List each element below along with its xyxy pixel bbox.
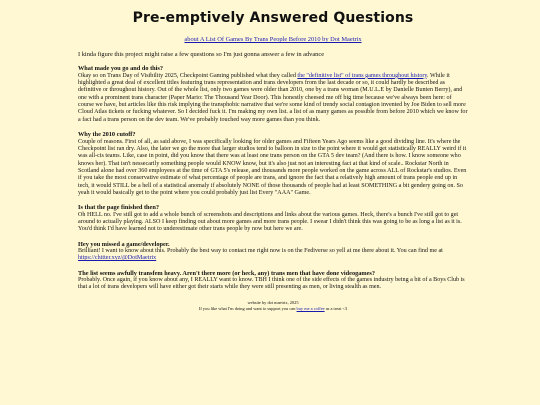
answer-text: Oh HELL no. I've still got to add a whole bunch of screenshots and descriptions and links about the various games. Heck, there's a bunch I've still got to get around to actually playing. ALSO I keep finding out about more games and more trans people. I swear I didn't think this was going to be as long a list as it is. You'd think I'd have learned not to underestimate other trans people by now but here we are. xyxy=(78,211,462,233)
footer xyxy=(78,300,468,312)
support-text-start: If you like what I'm doing and want to support you can xyxy=(198,305,297,311)
buy-coffee-link[interactable]: buy me a coffee xyxy=(296,305,325,311)
answer-text xyxy=(78,73,468,124)
checkpoint-list-link[interactable]: the "definitive list" of trans games throughout history xyxy=(297,72,428,79)
about-link[interactable]: about A List Of Games By Trans People Before 2010 by Dot Maetrix xyxy=(184,36,362,43)
footer-credit: website by dot maetrix, 2025 xyxy=(247,299,299,305)
footer-support xyxy=(78,306,468,312)
question-heading: The list seems awfully transfem heavy. Aren't there more (or heck, any) trans men that have done videogames? xyxy=(78,269,376,277)
answer-text: Couple of reasons. First of all, as said above, I was specifically looking for older games and Fifteen Years Ago seems like a good dividing line. It's where the Checkpoint list ran dry. Also, the later we go the more that larger studios tend to balloon in size to the point where it would get statistically REALLY weird if it was all-cis teams. Like, case in point, did you know that there was at least one trans person on the GTA 5 dev team? (And there is how. I know someone who knows her). That isn't nessecarily something people would KNOW know, but it's also just not an interesting fact at that kind of scale.. Rockstar North in Scotland alone had over 360 employees at the time of GTA 5's release, and thousands more people worked on the game across ALL of Rockstar's studios. Even if you take the most conservative estimate of what percentage of people are trans, and ignore the fact that a relatively high amount of trans people end up in tech, it would STILL be a hell of a statistical anomaly if absolutely NONE of those thousands of people had at least SOMETHING a bit gendery going on. So yeah it would basically get to the point where you could probably just list Every "AAA" Game. xyxy=(78,138,467,196)
answer-text-start: Brilliant! I want to know about this. Probably the best way to contact me right now is on the Fediverse so yell at me there about it. You can find me at xyxy=(78,247,443,254)
answer-text-start: Okay so on Trans Day of Visibility 2025, Checkpoint Gaming published what they called xyxy=(78,72,298,79)
intro-text: I kinda figure this project might raise a few questions so I'm just gonna answer a few in advance xyxy=(78,51,325,58)
qa-item-2010-cutoff xyxy=(78,131,468,197)
answer-text: Probably. Once again, if you know about any, I REALLY want to know. TBH I think one of the side effects of the games industry being a bit of a Boys Club is that a lot of trans developers will have either got their starts while they were still presenting as men, or living stealth as men. xyxy=(78,277,465,291)
qa-item-what-made-you xyxy=(78,65,468,124)
page-title: Pre-emptively Answered Questions xyxy=(132,10,414,26)
qa-item-page-finished xyxy=(78,204,468,233)
qa-item-missed-game xyxy=(78,241,468,263)
support-text-end: as a treat <3 xyxy=(324,305,348,311)
question-heading: Why the 2010 cutoff? xyxy=(78,131,136,139)
question-heading: What made you go and do this? xyxy=(78,65,164,73)
fediverse-profile-link[interactable]: https://chitter.xyz/@DotMaetrix xyxy=(78,255,157,262)
question-heading: Is that the page finished then? xyxy=(78,204,159,212)
answer-text-end: . While it highlighted a great deal of excellent titles featuring trans representation and trans developers from the last decade or so, it could hardly be described as definitive or throughout history. Out of the whole list, only two games were older than 2010, one by a trans woman (M.U.L.E by Danielle Bunten Berry), and one with a prominent trans character (Paper Mario: The Thousand Year Door). This honestly cheesed me off big time because we've always been here: of course we have, but articles like this risk implying the transphobic narrative that we're some kind of trendy social contagion invented by Joe Biden to sell more Cloud Atlas tickets or fucking whatever. So I decided fuck it. I'm making my own list. a list of as many games as possible from before 2010 which we know for a fact had a trans person on the dev team. We've probably touched way more games than you think. xyxy=(78,72,468,123)
question-heading: Hey you missed a game/developer. xyxy=(78,240,170,248)
answer-text xyxy=(78,248,468,263)
qa-item-transfem-heavy xyxy=(78,270,468,292)
page-content xyxy=(78,0,468,312)
